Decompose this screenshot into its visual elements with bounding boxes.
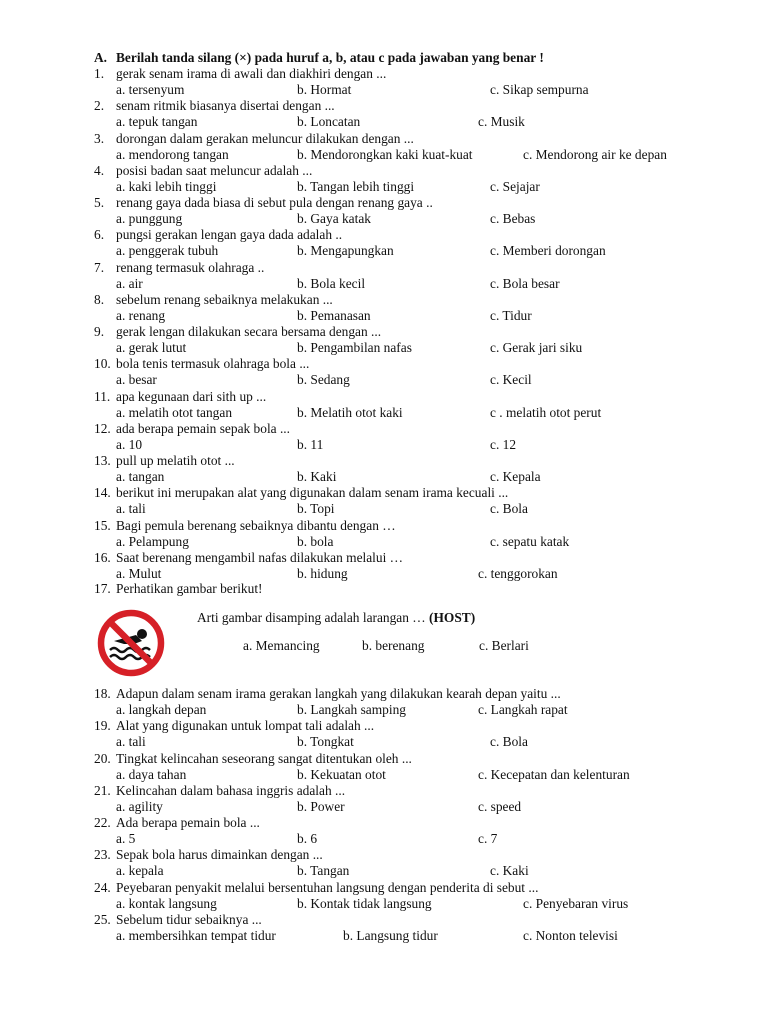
question-text: bola tenis termasuk olahraga bola ... xyxy=(116,356,310,372)
answer-options xyxy=(0,243,768,259)
question-number: 1. xyxy=(94,66,105,81)
question-item xyxy=(0,550,768,566)
option-a[interactable]: a. tangan xyxy=(116,469,165,484)
q17-option-a[interactable]: a. Memancing xyxy=(243,638,320,653)
option-c[interactable]: c. Kecepatan dan kelenturan xyxy=(478,766,630,782)
question-text: senam ritmik biasanya disertai dengan ... xyxy=(116,98,335,114)
question-item xyxy=(0,66,768,82)
option-b[interactable]: b. Langsung tidur xyxy=(343,927,438,943)
question-text: Adapun dalam senam irama gerakan langkah yang dilakukan kearah depan yaitu ... xyxy=(116,686,561,701)
question-number: 13. xyxy=(94,453,111,468)
option-a[interactable]: a. tersenyum xyxy=(116,82,185,97)
question-number: 10. xyxy=(94,356,111,372)
option-a[interactable]: a. punggung xyxy=(116,211,183,226)
option-b[interactable]: b. 11 xyxy=(297,436,324,452)
option-a[interactable]: a. tepuk tangan xyxy=(116,114,198,130)
option-b[interactable]: b. 6 xyxy=(297,831,318,846)
option-b[interactable]: b. Topi xyxy=(297,501,335,517)
answer-options xyxy=(0,501,768,517)
option-a[interactable]: a. besar xyxy=(116,372,157,388)
question-number: 19. xyxy=(94,718,111,734)
q17-prompt-text: Arti gambar disamping adalah larangan … xyxy=(197,610,426,625)
question-number: 18. xyxy=(94,686,111,701)
question-text: Alat yang digunakan untuk lompat tali adalah ... xyxy=(116,718,375,734)
question-number: 24. xyxy=(94,879,111,895)
question-text: renang gaya dada biasa di sebut pula dengan renang gaya .. xyxy=(116,195,433,210)
question-text: berikut ini merupakan alat yang digunakan dalam senam irama kecuali ... xyxy=(116,485,509,501)
option-a[interactable]: a. agility xyxy=(116,798,163,814)
option-a[interactable]: a. Pelampung xyxy=(116,533,189,549)
question-item xyxy=(0,815,768,831)
option-a[interactable]: a. renang xyxy=(116,307,166,323)
option-b[interactable]: b. Kontak tidak langsung xyxy=(297,895,432,911)
section-header xyxy=(0,50,768,66)
question-item xyxy=(0,98,768,114)
option-a[interactable]: a. tali xyxy=(116,501,146,517)
question-item xyxy=(0,260,768,276)
question-number: 3. xyxy=(94,130,105,146)
option-c[interactable]: c. tenggorokan xyxy=(478,565,558,581)
question-item xyxy=(0,783,768,799)
option-a[interactable]: a. mendorong tangan xyxy=(116,146,229,162)
question-text: gerak senam irama di awali dan diakhiri dengan ... xyxy=(116,66,387,81)
question-number: 23. xyxy=(94,847,111,863)
question-text: Peyebaran penyakit melalui bersentuhan langsung dengan penderita di sebut ... xyxy=(116,879,539,895)
question-item xyxy=(0,485,768,501)
question-item xyxy=(0,686,768,702)
option-c[interactable]: c. Sejajar xyxy=(490,178,540,194)
question-number: 20. xyxy=(94,750,111,766)
option-a[interactable]: a. melatih otot tangan xyxy=(116,404,233,420)
option-b[interactable]: b. Power xyxy=(297,798,345,814)
question-number: 7. xyxy=(94,259,105,275)
question-text: renang termasuk olahraga .. xyxy=(116,259,265,275)
question-text: Sebelum tidur sebaiknya ... xyxy=(116,911,262,927)
answer-options xyxy=(0,799,768,815)
option-c[interactable]: c. speed xyxy=(478,798,522,814)
answer-options xyxy=(0,308,768,324)
option-b[interactable]: b. Sedang xyxy=(297,372,350,388)
option-b[interactable]: b. Tangan lebih tinggi xyxy=(297,178,415,194)
question-item xyxy=(0,453,768,469)
option-a[interactable]: a. kontak langsung xyxy=(116,895,217,911)
option-c[interactable]: c . melatih otot perut xyxy=(490,404,602,420)
question-item xyxy=(0,292,768,308)
question-text: Saat berenang mengambil nafas dilakukan melalui … xyxy=(116,549,404,565)
question-item xyxy=(0,847,768,863)
question-number: 12. xyxy=(94,420,111,436)
option-c[interactable]: c. Musik xyxy=(478,114,525,130)
option-c[interactable]: c. Bebas xyxy=(490,211,536,226)
option-c[interactable]: c. Gerak jari siku xyxy=(490,340,583,355)
option-c[interactable]: c. Memberi dorongan xyxy=(490,243,606,259)
option-b[interactable]: b. Langkah samping xyxy=(297,702,406,717)
answer-options xyxy=(0,928,768,944)
q17-prompt-bold: (HOST) xyxy=(429,610,476,625)
option-c[interactable]: c. Kepala xyxy=(490,469,541,484)
question-item xyxy=(0,389,768,405)
question-text: Ada berapa pemain bola ... xyxy=(116,815,260,830)
option-a[interactable]: a. gerak lutut xyxy=(116,340,187,355)
option-a[interactable]: a. tali xyxy=(116,734,146,750)
question-text: Tingkat kelincahan seseorang sangat ditentukan oleh ... xyxy=(116,750,412,766)
answer-options xyxy=(0,179,768,195)
option-b[interactable]: b. Bola kecil xyxy=(297,275,366,291)
answer-options xyxy=(0,469,768,485)
question-text: Bagi pemula berenang sebaiknya dibantu dengan … xyxy=(116,517,396,533)
option-b[interactable]: b. Gaya katak xyxy=(297,211,371,226)
q17-option-c[interactable]: c. Berlari xyxy=(479,638,529,653)
answer-options xyxy=(0,82,768,98)
option-a[interactable]: a. kepala xyxy=(116,863,164,879)
question-number: 25. xyxy=(94,911,111,927)
question-17 xyxy=(0,581,768,597)
option-b[interactable]: b. Mengapungkan xyxy=(297,243,394,259)
question-item xyxy=(0,421,768,437)
question-number: 5. xyxy=(94,195,105,210)
answer-options xyxy=(0,437,768,453)
option-c[interactable]: c. 12 xyxy=(490,436,517,452)
answer-options xyxy=(0,896,768,912)
q17-option-b[interactable]: b. berenang xyxy=(362,638,425,653)
option-c[interactable]: c. Kaki xyxy=(490,863,529,879)
question-item xyxy=(0,912,768,928)
answer-options xyxy=(0,211,768,227)
option-c[interactable]: c. Langkah rapat xyxy=(478,702,568,717)
option-b[interactable]: b. Pemanasan xyxy=(297,307,371,323)
option-a[interactable]: a. penggerak tubuh xyxy=(116,243,219,259)
option-b[interactable]: b. Tongkat xyxy=(297,734,354,750)
option-b[interactable]: b. Tangan xyxy=(297,863,350,879)
option-b[interactable]: b. Kekuatan otot xyxy=(297,766,386,782)
answer-options xyxy=(0,863,768,879)
option-a[interactable]: a. membersihkan tempat tidur xyxy=(116,927,276,943)
option-c[interactable]: c. Bola xyxy=(490,501,528,517)
question-item xyxy=(0,751,768,767)
option-c[interactable]: c. Mendorong air ke depan xyxy=(523,146,667,162)
question-item xyxy=(0,195,768,211)
question-number: 2. xyxy=(94,98,105,114)
answer-options xyxy=(0,566,768,582)
question-number: 14. xyxy=(94,485,111,501)
question-item xyxy=(0,163,768,179)
option-b[interactable]: b. Pengambilan nafas xyxy=(297,340,412,355)
option-b[interactable]: b. Hormat xyxy=(297,82,352,97)
question-text: pull up melatih otot ... xyxy=(116,453,235,468)
answer-options xyxy=(0,767,768,783)
question-text: Perhatikan gambar berikut! xyxy=(116,581,263,596)
q17-prompt xyxy=(197,610,475,626)
question-number: 6. xyxy=(94,227,105,243)
question-item xyxy=(0,227,768,243)
question-item xyxy=(0,324,768,340)
option-c[interactable]: c. 7 xyxy=(478,831,498,846)
answer-options xyxy=(0,340,768,356)
option-a[interactable]: a. air xyxy=(116,275,143,291)
option-c[interactable]: c. sepatu katak xyxy=(490,533,570,549)
option-a[interactable]: a. 10 xyxy=(116,436,143,452)
question-item xyxy=(0,356,768,372)
option-c[interactable]: c. Sikap sempurna xyxy=(490,82,589,97)
option-a[interactable]: a. langkah depan xyxy=(116,702,207,717)
question-item xyxy=(0,718,768,734)
answer-options xyxy=(0,114,768,130)
option-c[interactable]: c. Nonton televisi xyxy=(523,927,618,943)
option-a[interactable]: a. kaki lebih tinggi xyxy=(116,178,217,194)
question-text: ada berapa pemain sepak bola ... xyxy=(116,420,290,436)
question-number: 22. xyxy=(94,815,111,830)
section-instruction: Berilah tanda silang (×) pada huruf a, b, atau c pada jawaban yang benar ! xyxy=(116,50,544,65)
option-c[interactable]: c. Penyebaran virus xyxy=(523,895,629,911)
no-swimming-icon xyxy=(96,608,166,678)
option-b[interactable]: b. hidung xyxy=(297,565,348,581)
option-b[interactable]: b. Kaki xyxy=(297,469,337,484)
option-c[interactable]: c. Tidur xyxy=(490,307,532,323)
question-number: 17. xyxy=(94,581,111,596)
question-number: 21. xyxy=(94,782,111,798)
option-b[interactable]: b. Melatih otot kaki xyxy=(297,404,403,420)
question-number: 9. xyxy=(94,324,105,339)
answer-options xyxy=(0,372,768,388)
answer-options xyxy=(0,702,768,718)
question-text: gerak lengan dilakukan secara bersama dengan ... xyxy=(116,324,382,339)
question-number: 15. xyxy=(94,517,111,533)
question-text: pungsi gerakan lengan gaya dada adalah .. xyxy=(116,227,343,243)
answer-options xyxy=(0,147,768,163)
answer-options xyxy=(0,534,768,550)
question-number: 4. xyxy=(94,162,105,178)
answer-options xyxy=(0,831,768,847)
answer-options xyxy=(0,405,768,421)
question-text: Sepak bola harus dimainkan dengan ... xyxy=(116,847,323,863)
option-a[interactable]: a. daya tahan xyxy=(116,766,187,782)
question-text: posisi badan saat meluncur adalah ... xyxy=(116,162,313,178)
section-letter: A. xyxy=(94,50,108,65)
question-text: sebelum renang sebaiknya melakukan ... xyxy=(116,291,333,307)
option-b[interactable]: b. Mendorongkan kaki kuat-kuat xyxy=(297,146,473,162)
question-number: 11. xyxy=(94,388,111,404)
question-text: dorongan dalam gerakan meluncur dilakukan dengan ... xyxy=(116,130,414,146)
question-item xyxy=(0,880,768,896)
option-c[interactable]: c. Bola besar xyxy=(490,275,560,291)
answer-options xyxy=(0,734,768,750)
question-text: apa kegunaan dari sith up ... xyxy=(116,388,267,404)
option-c[interactable]: c. Kecil xyxy=(490,372,532,388)
option-a[interactable]: a. Mulut xyxy=(116,565,162,581)
option-b[interactable]: b. Loncatan xyxy=(297,114,361,130)
question-item xyxy=(0,518,768,534)
option-a[interactable]: a. 5 xyxy=(116,831,136,846)
answer-options xyxy=(0,276,768,292)
question-number: 16. xyxy=(94,549,111,565)
option-b[interactable]: b. bola xyxy=(297,533,334,549)
option-c[interactable]: c. Bola xyxy=(490,734,528,750)
question-number: 8. xyxy=(94,291,105,307)
question-text: Kelincahan dalam bahasa inggris adalah ... xyxy=(116,782,346,798)
question-item xyxy=(0,131,768,147)
